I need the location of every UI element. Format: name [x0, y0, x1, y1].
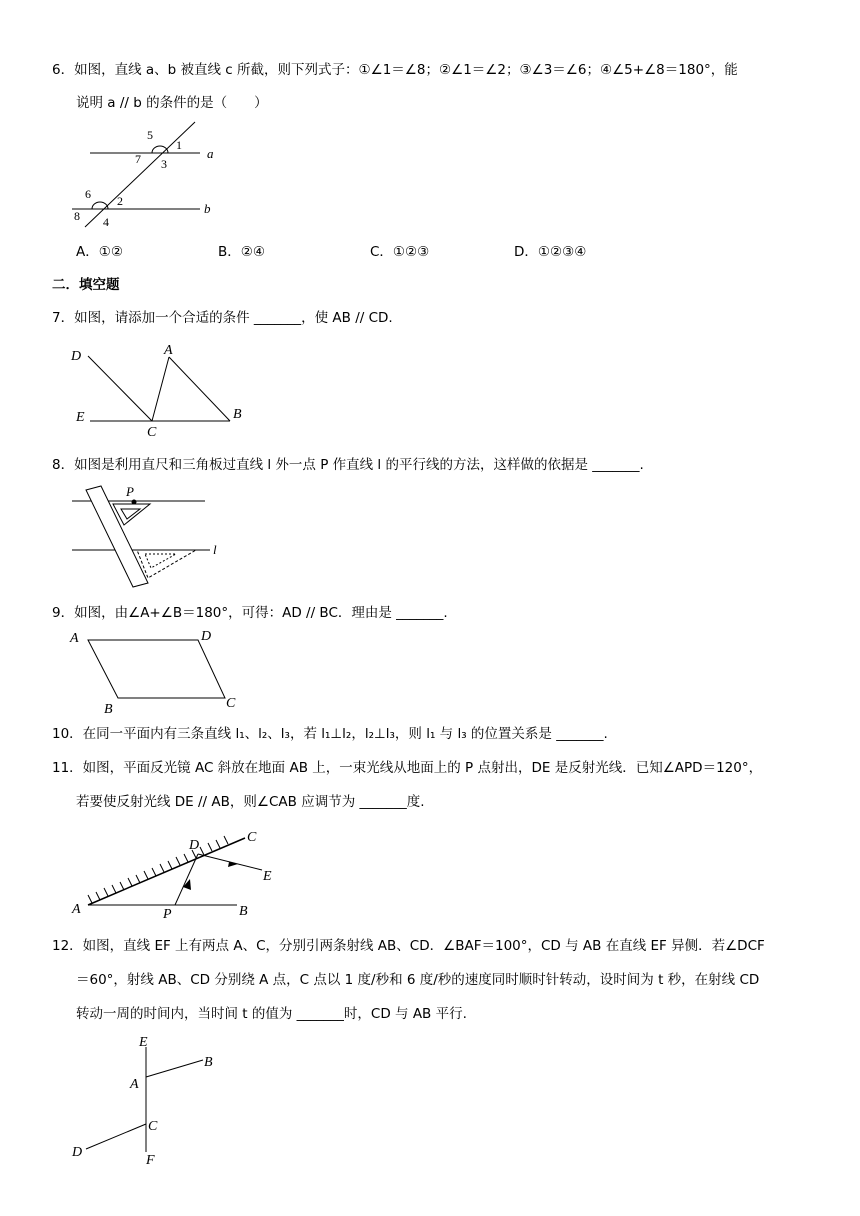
q9-stem: 9．如图，由∠A+∠B＝180°，可得：AD // BC．理由是 _______. — [52, 605, 448, 621]
q12-label-f: F — [146, 1153, 155, 1168]
q7-label-e: E — [76, 410, 85, 425]
q11-label-b: B — [239, 904, 248, 919]
q6-label-4: 4 — [103, 215, 109, 229]
q6-option-c[interactable]: C．①②③ — [370, 244, 430, 260]
q6-option-d[interactable]: D．①②③④ — [514, 244, 587, 260]
q12-label-c: C — [148, 1119, 158, 1134]
q12-label-b: B — [204, 1055, 213, 1070]
q7-label-b: B — [233, 407, 242, 422]
q6-label-a: a — [207, 146, 214, 161]
q6-label-7: 7 — [135, 152, 141, 166]
q12-stem-line2: ＝60°，射线 AB、CD 分别绕 A 点，C 点以 1 度/秒和 6 度/秒的速度同时顺时针转动，设时间为 t 秒，在射线 CD — [76, 972, 760, 988]
q11-label-c: C — [247, 830, 257, 845]
q9-label-d: D — [201, 629, 212, 644]
q6-stem-line1: 6．如图，直线 a、b 被直线 c 所截，则下列式子：①∠1＝∠8；②∠1＝∠2；③∠3＝∠6；④∠5+∠8＝180°，能 — [52, 62, 738, 78]
q6-label-3: 3 — [161, 157, 167, 171]
q6-stem-line2: 说明 a // b 的条件的是（ ） — [76, 95, 268, 111]
q11-stem-line2: 若要使反射光线 DE // AB，则∠CAB 应调节为 _______度. — [76, 794, 425, 810]
q6-option-a[interactable]: A．①② — [76, 244, 123, 260]
q6-label-5: 5 — [147, 128, 153, 142]
q12-stem-line1: 12．如图，直线 EF 上有两点 A、C，分别引两条射线 AB、CD．∠BAF＝100°，CD 与 AB 在直线 EF 异侧．若∠DCF — [52, 938, 765, 954]
q11-label-p: P — [163, 907, 172, 922]
q11-label-a: A — [72, 902, 81, 917]
q6-label-b: b — [204, 201, 211, 216]
q9-label-b: B — [104, 702, 113, 717]
q6-label-2: 2 — [117, 194, 123, 208]
q12-label-a: A — [130, 1077, 139, 1092]
q11-label-d: D — [189, 838, 200, 853]
q8-label-l: l — [213, 542, 217, 557]
q6-label-8: 8 — [74, 209, 80, 223]
q11-label-e: E — [263, 869, 272, 884]
q11-stem-line1: 11．如图，平面反光镜 AC 斜放在地面 AB 上，一束光线从地面上的 P 点射出，DE 是反射光线．已知∠APD＝120°， — [52, 760, 763, 776]
q12-stem-line3: 转动一周的时间内，当时间 t 的值为 _______时，CD 与 AB 平行. — [76, 1006, 467, 1022]
q9-label-a: A — [70, 631, 79, 646]
q12-label-e: E — [139, 1035, 148, 1050]
q10-stem: 10．在同一平面内有三条直线 l₁、l₂、l₃，若 l₁⊥l₂，l₂⊥l₃，则 l₁ 与 l₃ 的位置关系是 _______. — [52, 726, 608, 742]
q12-label-d: D — [72, 1145, 83, 1160]
q8-stem: 8．如图是利用直尺和三角板过直线 l 外一点 P 作直线 l 的平行线的方法，这样做的依据是 _______. — [52, 457, 644, 473]
q7-label-d: D — [71, 349, 82, 364]
q7-label-a: A — [164, 343, 173, 358]
q6-label-6: 6 — [85, 187, 91, 201]
q8-label-p: P — [126, 484, 134, 499]
q9-label-c: C — [226, 696, 236, 711]
q7-stem: 7．如图，请添加一个合适的条件 _______，使 AB // CD. — [52, 310, 393, 326]
q6-option-b[interactable]: B．②④ — [218, 244, 265, 260]
q6-label-1: 1 — [176, 138, 182, 152]
section-heading: 二．填空题 — [52, 277, 120, 293]
q7-label-c: C — [147, 425, 157, 440]
